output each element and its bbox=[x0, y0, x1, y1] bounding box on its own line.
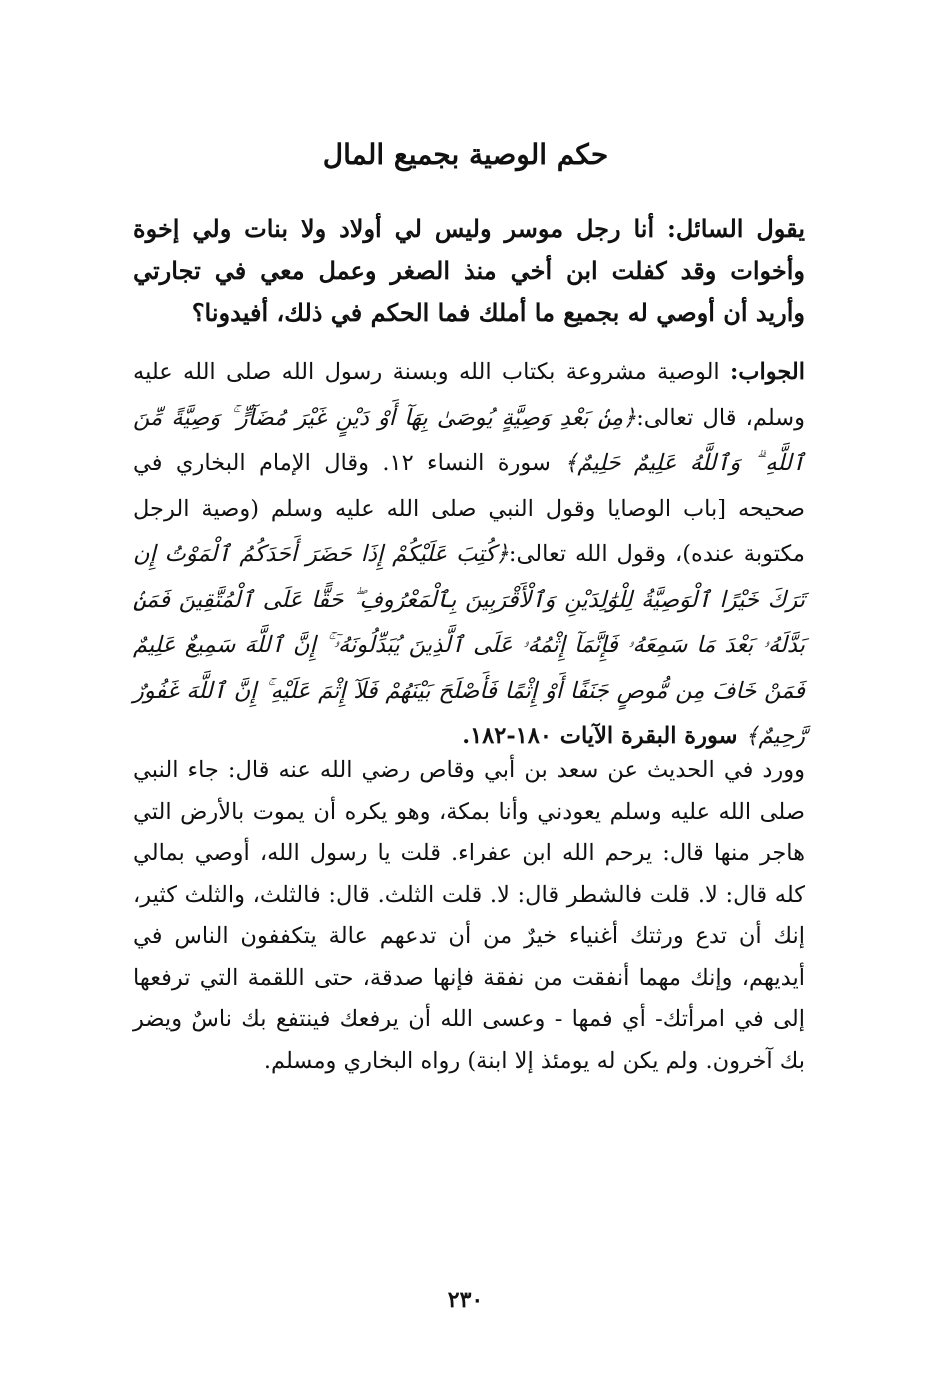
answer-reference-2: سورة البقرة الآيات ١٨٠-١٨٢. bbox=[462, 723, 746, 749]
answer-reference-1: سورة النساء ١٢. وقال الإمام البخاري في صحيحه [باب الوصايا وقول النبي صلى الله عليه وسلم (وصية الرجل مكتوبة عنده)، وقول الله تعالى: bbox=[133, 450, 805, 567]
page-title: حكم الوصية بجميع المال bbox=[322, 138, 609, 171]
question-paragraph: يقول السائل: أنا رجل موسر وليس لي أولاد ولا بنات ولي إخوة وأخوات وقد كفلت ابن أخي منذ الصغر وعمل معي في تجارتي وأريد أن أوصي له بجميع ما أملك فما الحكم في ذلك، أفيدونا؟ bbox=[133, 214, 805, 327]
hadith-paragraph: وورد في الحديث عن سعد بن أبي وقاص رضي الله عنه قال: جاء النبي صلى الله عليه وسلم يعودني وأنا بمكة، وهو يكره أن يموت بالأرض التي هاجر منها قال: يرحم الله ابن عفراء. قلت يا رسول الله، أوصي بمالي كله قال: لا. قلت فالشطر قال: لا. قلت الثلث. قال: فالثلث، والثلث كثير، إنك أن تدع ورثتك أغنياء خيرٌ من أن تدعهم عالة يتكففون الناس في أيديهم، وإنك مهما أنفقت من نفقة فإنها صدقة، حتى اللقمة التي ترفعها إلى في امرأتك- أي فمها - وعسى الله أن يرفعك فينتفع بك ناسٌ ويضر بك آخرون. ولم يكن له يومئذ إلا ابنة) رواه البخاري ومسلم. bbox=[133, 757, 805, 1074]
answer-label: الجواب: bbox=[730, 359, 805, 385]
quran-verse-baqarah: ﴿كُتِبَ عَلَيْكُمْ إِذَا حَضَرَ أَحَدَكُمُ ٱلْمَوْتُ إِن تَرَكَ خَيْرًا ٱلْوَصِيَّةُ لِلْوَٰلِدَيْنِ وَٱلْأَقْرَبِينَ بِٱلْمَعْرُوفِ ۖ حَقًّا عَلَى ٱلْمُتَّقِينَ فَمَنۢ بَدَّلَهُۥ بَعْدَ مَا سَمِعَهُۥ فَإِنَّمَآ إِثْمُهُۥ عَلَى ٱلَّذِينَ يُبَدِّلُونَهُۥٓ ۚ إِنَّ ٱللَّهَ سَمِيعٌ عَلِيمٌ فَمَنْ خَافَ مِن مُّوصٍ جَنَفًا أَوْ إِثْمًا فَأَصْلَحَ بَيْنَهُمْ فَلَآ إِثْمَ عَلَيْهِ ۚ إِنَّ ٱللَّهَ غَفُورٌ رَّحِيمٌ﴾ bbox=[133, 541, 805, 749]
page-number: ٢٣٠ bbox=[447, 1287, 484, 1313]
quran-verse-nisa: ﴿مِنۢ بَعْدِ وَصِيَّةٍ يُوصَىٰ بِهَآ أَوْ دَيْنٍ غَيْرَ مُضَآرٍّ ۚ وَصِيَّةً مِّنَ ٱللَّهِ ۗ وَٱللَّهُ عَلِيمٌ حَلِيمٌ﴾ bbox=[133, 404, 805, 476]
answer-paragraph bbox=[133, 350, 805, 760]
answer-intro: الوصية مشروعة بكتاب الله وبسنة رسول الله صلى الله عليه وسلم، قال تعالى: bbox=[133, 359, 806, 431]
